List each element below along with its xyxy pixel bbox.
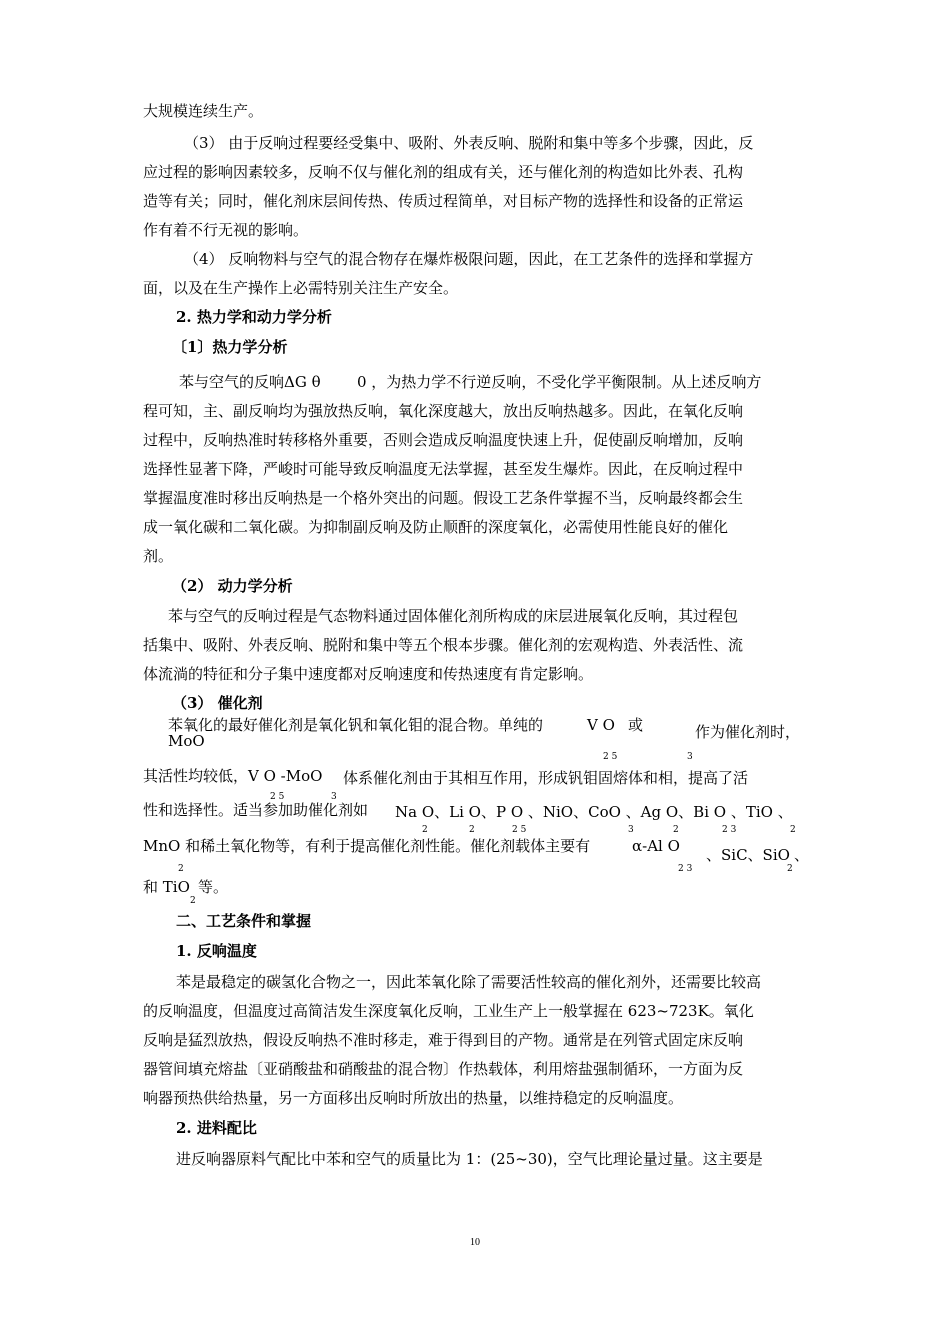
subscript: 2 bbox=[469, 825, 475, 835]
section-heading: 1. 反响温度 bbox=[176, 942, 257, 960]
paragraph-line: 苯与空气的反响过程是气态物料通过固体催化剂所构成的床层进展氧化反响，其过程包 bbox=[168, 607, 739, 625]
paragraph-line: 、 bbox=[794, 846, 810, 864]
paragraph-line: （3） 由于反响过程要经受集中、吸附、外表反响、脱附和集中等多个步骤，因此，反 bbox=[184, 134, 754, 152]
subscript: 2 5 bbox=[512, 825, 527, 835]
section-heading: 2. 热力学和动力学分析 bbox=[176, 308, 332, 326]
section-heading: 二、工艺条件和掌握 bbox=[176, 912, 312, 930]
paragraph-line: 性和选择性。适当参加助催化剂如 bbox=[143, 801, 369, 819]
formula: V O bbox=[587, 716, 615, 734]
paragraph-line: 大规模连续生产。 bbox=[143, 102, 264, 120]
subscript: 2 5 bbox=[603, 752, 618, 762]
paragraph-line: 过程中，反响热准时转移格外重要，否则会造成反响温度快速上升，促使副反响增加，反响 bbox=[143, 431, 744, 449]
paragraph-line: 括集中、吸附、外表反响、脱附和集中等五个根本步骤。催化剂的宏观构造、外表活性、流 bbox=[143, 636, 744, 654]
paragraph-line: 剂。 bbox=[143, 547, 174, 565]
paragraph-line: 的反响温度，但温度过高简洁发生深度氧化反响，工业生产上一般掌握在 623~723K。氧化 bbox=[143, 1002, 754, 1020]
page-number: 10 bbox=[470, 1237, 480, 1248]
paragraph-line: 程可知，主、副反响均为强放热反响，氧化深度越大，放出反响热越多。因此，在氧化反响 bbox=[143, 402, 744, 420]
subscript: 2 bbox=[178, 864, 184, 874]
subscript: 2 bbox=[190, 896, 196, 906]
paragraph-line: 成一氧化碳和二氧化碳。为抑制副反响及防止顺酐的深度氧化，必需使用性能良好的催化 bbox=[143, 518, 729, 536]
paragraph-line: 器管间填充熔盐〔亚硝酸盐和硝酸盐的混合物〕作热载体，利用熔盐强制循环，一方面为反 bbox=[143, 1060, 744, 1078]
paragraph-line: 体系催化剂由于其相互作用，形成钒钼固熔体和相，提高了活 bbox=[343, 769, 749, 787]
subsection-heading: （2） 动力学分析 bbox=[172, 577, 293, 595]
paragraph-line: 应过程的影响因素较多，反响不仅与催化剂的组成有关，还与催化剂的构造如比外表、孔构 bbox=[143, 163, 744, 181]
paragraph-line: 面，以及在生产操作上必需特别关注生产安全。 bbox=[143, 279, 459, 297]
paragraph-line: 掌握温度准时移出反响热是一个格外突出的问题。假设工艺条件掌握不当，反响最终都会生 bbox=[143, 489, 744, 507]
paragraph-line: （4） 反响物料与空气的混合物存在爆炸极限问题，因此，在工艺条件的选择和掌握方 bbox=[184, 250, 754, 268]
formula: α-Al O bbox=[632, 837, 680, 855]
paragraph-line: 苯与空气的反响ΔG θ bbox=[179, 373, 321, 391]
paragraph-line: 响器预热供给热量，另一方面移出反响时所放出的热量，以维持稳定的反响温度。 bbox=[143, 1089, 684, 1107]
paragraph-line: 0 ，为热力学不行逆反响，不受化学平衡限制。从上述反响方 bbox=[357, 373, 762, 391]
paragraph-line: 造等有关；同时，催化剂床层间传热、传质过程简单，对目标产物的选择性和设备的正常运 bbox=[143, 192, 744, 210]
subsection-heading: 〔1〕热力学分析 bbox=[172, 338, 288, 356]
subscript: 3 bbox=[687, 752, 693, 762]
formula: 、SiC、SiO bbox=[706, 846, 790, 864]
subscript: 2 3 bbox=[722, 825, 737, 835]
paragraph-line: 作为催化剂时， bbox=[695, 723, 801, 741]
subscript: 3 bbox=[331, 792, 337, 802]
subscript: 2 bbox=[787, 864, 793, 874]
subscript: 2 bbox=[422, 825, 428, 835]
paragraph-line: 或 bbox=[628, 716, 644, 734]
paragraph-line: MnO 和稀土氧化物等，有利于提高催化剂性能。催化剂载体主要有 bbox=[143, 837, 591, 855]
paragraph-line: 作有着不行无视的影响。 bbox=[143, 221, 309, 239]
paragraph-line: 苯是最稳定的碳氢化合物之一，因此苯氧化除了需要活性较高的催化剂外，还需要比较高 bbox=[176, 973, 762, 991]
paragraph-line: 其活性均较低，V O -MoO bbox=[143, 767, 323, 785]
section-heading: 2. 进料配比 bbox=[176, 1119, 257, 1137]
formula: Na O、Li O、P O 、NiO、CoO 、Ag O、Bi O 、TiO 、 bbox=[395, 803, 793, 821]
subscript: 3 bbox=[628, 825, 634, 835]
subsection-heading: （3） 催化剂 bbox=[172, 694, 263, 712]
paragraph-line: 选择性显著下降，严峻时可能导致反响温度无法掌握，甚至发生爆炸。因此，在反响过程中 bbox=[143, 460, 744, 478]
formula: MoO bbox=[168, 732, 205, 750]
paragraph-line: 苯氧化的最好催化剂是氧化钒和氧化钼的混合物。单纯的 bbox=[168, 716, 544, 734]
paragraph-line: 等。 bbox=[198, 878, 229, 896]
subscript: 2 3 bbox=[678, 864, 693, 874]
paragraph-line: 体流淌的特征和分子集中速度都对反响速度和传热速度有肯定影响。 bbox=[143, 665, 594, 683]
paragraph-line: 和 TiO bbox=[143, 878, 190, 896]
paragraph-line: 进反响器原料气配比中苯和空气的质量比为 1：(25~30)，空气比理论量过量。这主要是 bbox=[176, 1150, 763, 1168]
subscript: 2 bbox=[673, 825, 679, 835]
paragraph-line: 反响是猛烈放热，假设反响热不准时移走，难于得到目的产物。通常是在列管式固定床反响 bbox=[143, 1031, 744, 1049]
subscript: 2 5 bbox=[270, 792, 285, 802]
subscript: 2 bbox=[790, 825, 796, 835]
